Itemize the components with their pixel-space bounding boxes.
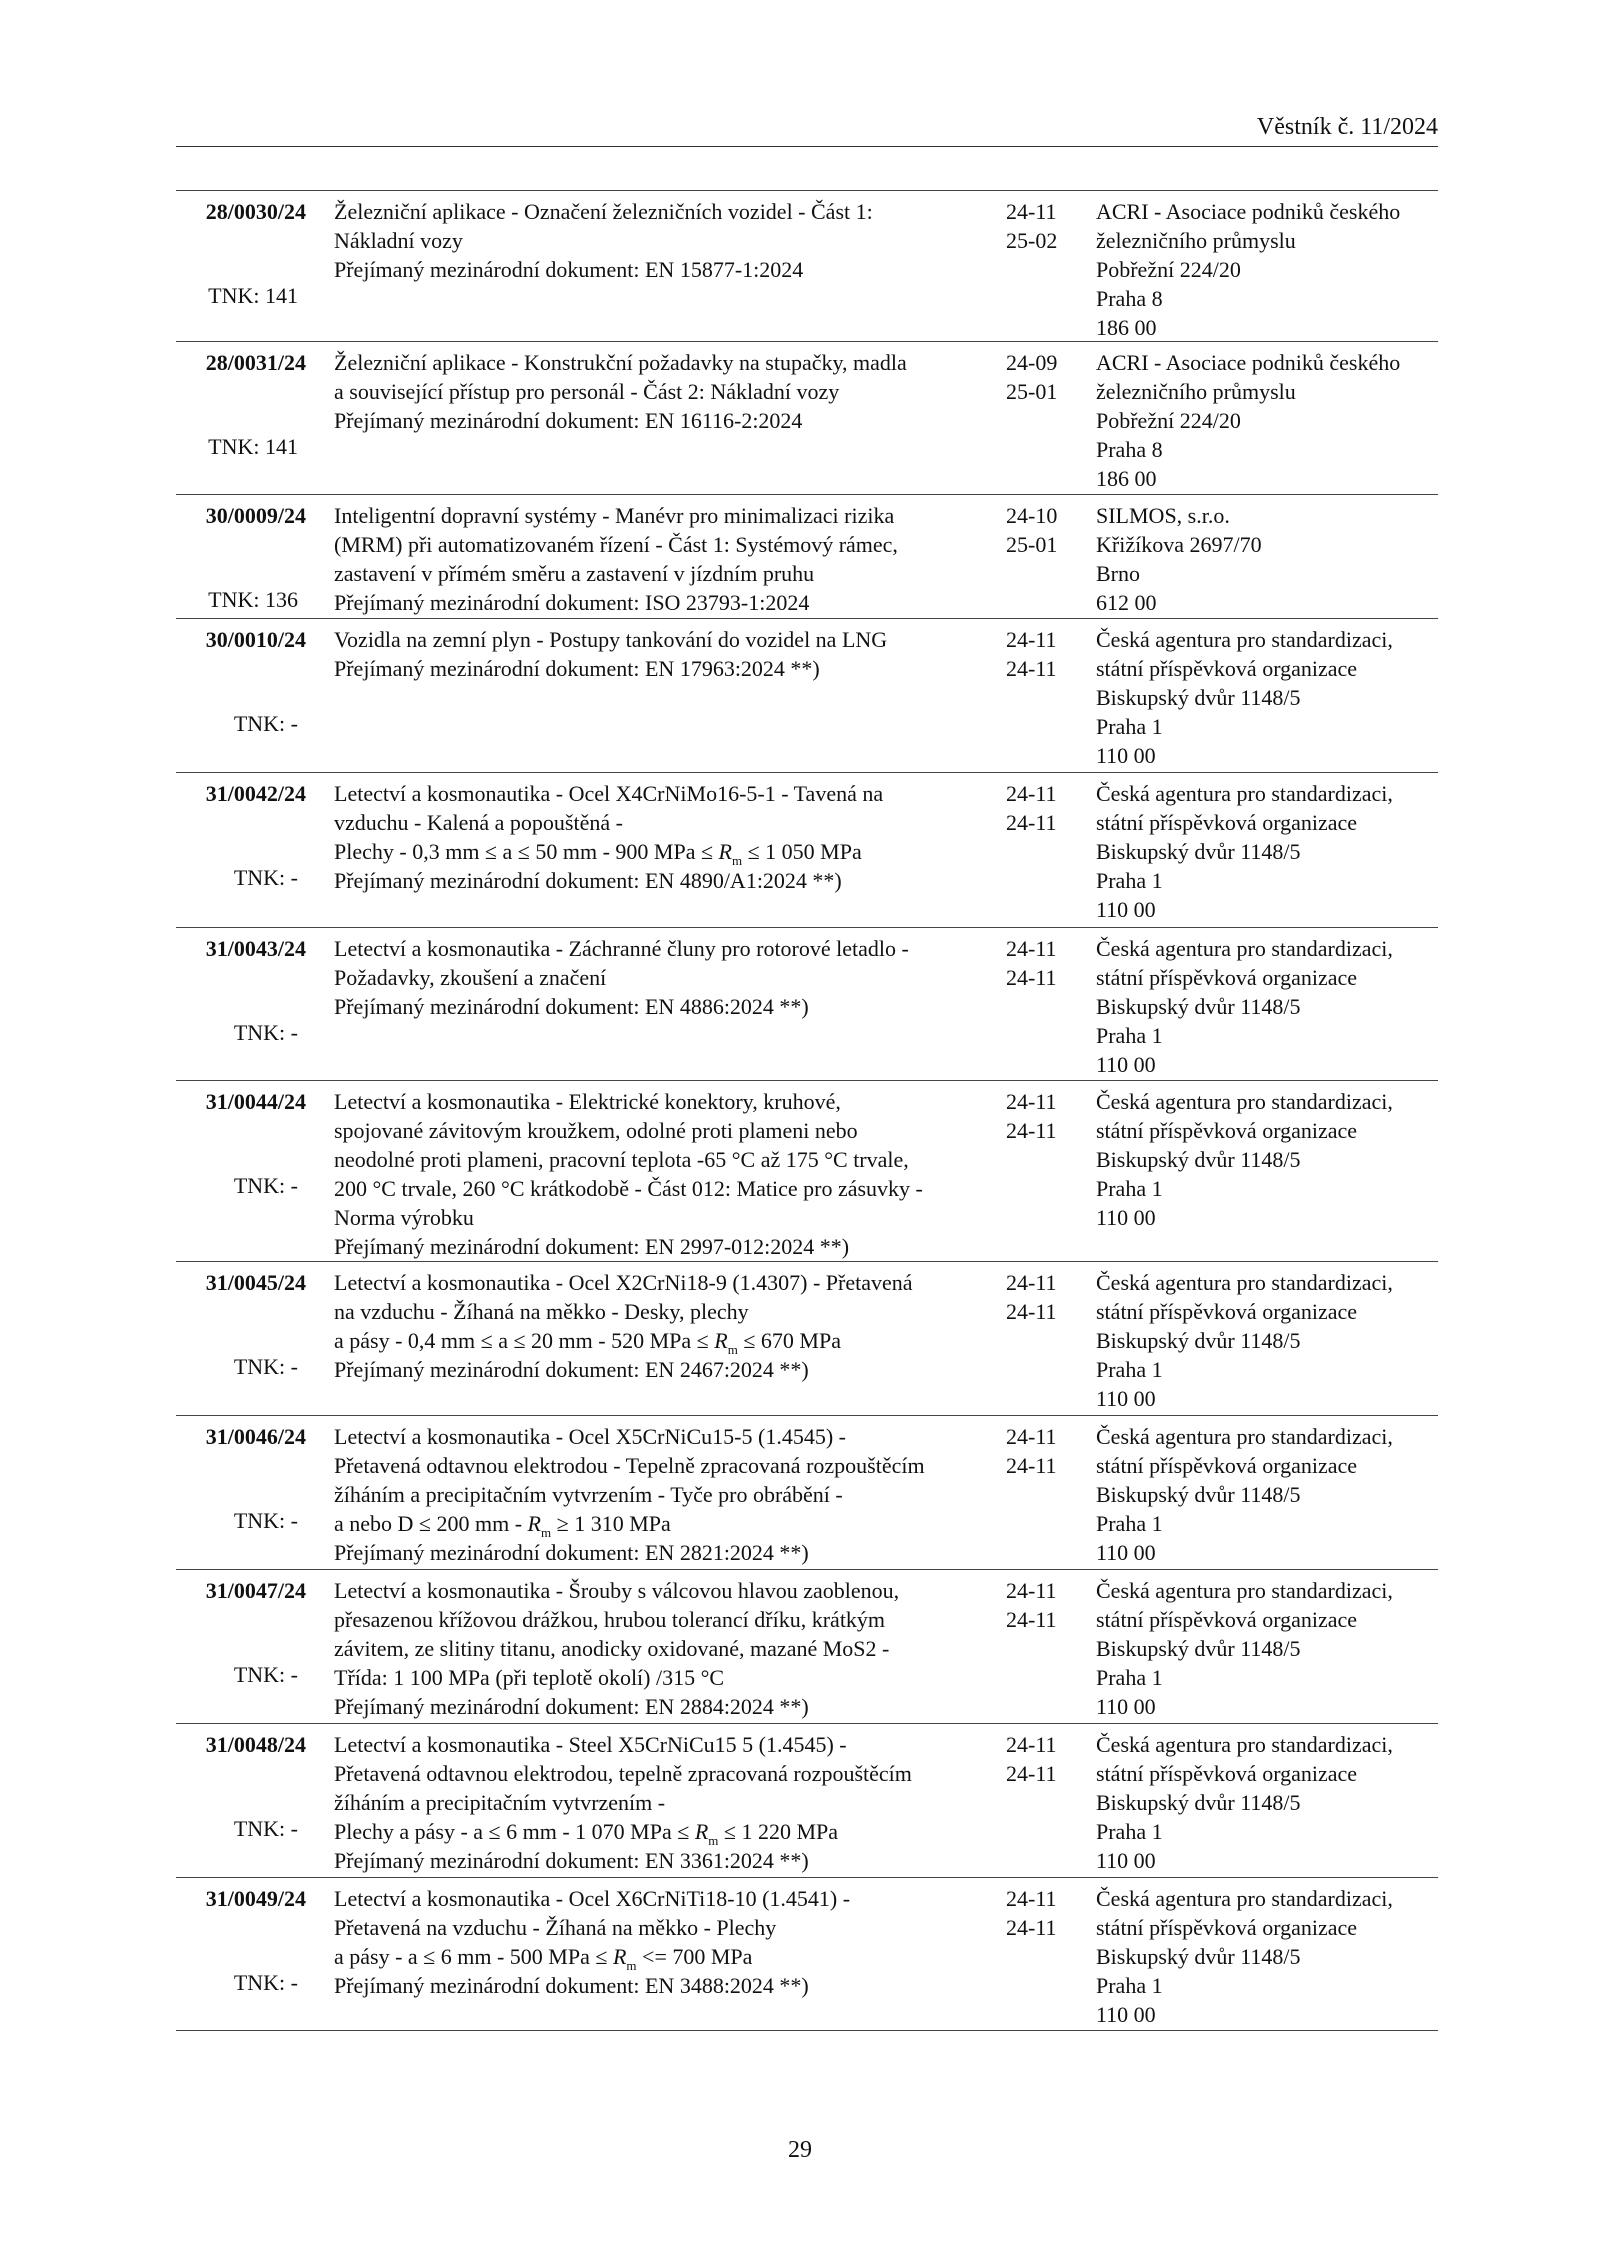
entry-dates: [1006, 197, 1066, 255]
standard-entry: [176, 1261, 1438, 1415]
title-line: neodolné proti plameni, pracovní teplota -65 °C až 175 °C trvale,: [334, 1147, 909, 1172]
title-line: přesazenou křížovou drážkou, hrubou tolerancí dříku, krátkým: [334, 1607, 886, 1632]
title-line: Letectví a kosmonautika - Elektrické konektory, kruhové,: [334, 1089, 841, 1114]
title-line: žíháním a precipitačním vytvrzením - Tyče pro obrábění -: [334, 1482, 843, 1507]
title-line: Letectví a kosmonautika - Ocel X5CrNiCu15-5 (1.4545) -: [334, 1424, 846, 1449]
standard-entry: [176, 1415, 1438, 1569]
entry-dates: [1006, 934, 1066, 992]
standard-entry: [176, 927, 1438, 1080]
address-line: železničního průmyslu: [1096, 379, 1296, 404]
entry-title: [334, 1576, 996, 1721]
header-divider: [176, 146, 1438, 147]
standards-list: [176, 190, 1438, 2031]
address-line: 110 00: [1096, 743, 1156, 768]
date-value: 24-11: [1006, 1299, 1057, 1324]
title-line: žíháním a precipitačním vytvrzením -: [334, 1790, 666, 1815]
address-line: Praha 1: [1096, 1819, 1163, 1844]
standard-entry: [176, 190, 1438, 341]
address-line: Praha 1: [1096, 1357, 1163, 1382]
title-line: Letectví a kosmonautika - Záchranné čluny pro rotorové letadlo -: [334, 936, 909, 961]
standard-entry: [176, 772, 1438, 927]
address-line: Pobřežní 224/20: [1096, 408, 1241, 433]
date-value: 24-11: [1006, 936, 1057, 961]
date-value: 24-11: [1006, 1270, 1057, 1295]
entry-address: [1096, 1576, 1438, 1721]
entry-number: 30/0009/24: [205, 503, 306, 528]
title-line: Přejímaný mezinárodní dokument: EN 2997-012:2024 **): [334, 1234, 850, 1259]
date-value: 24-11: [1006, 1761, 1057, 1786]
title-line: Letectví a kosmonautika - Ocel X6CrNiTi18-10 (1.4541) -: [334, 1886, 851, 1911]
address-line: Biskupský dvůr 1148/5: [1096, 1944, 1301, 1969]
address-line: Praha 1: [1096, 1511, 1163, 1536]
entry-address: [1096, 625, 1438, 770]
entry-tnk: TNK: 141: [208, 283, 298, 308]
address-line: Brno: [1096, 561, 1140, 586]
entry-dates: [1006, 1730, 1066, 1788]
address-line: státní příspěvková organizace: [1096, 1118, 1358, 1143]
entry-title: [334, 934, 996, 1021]
address-line: Česká agentura pro standardizaci,: [1096, 1424, 1393, 1449]
title-line: Přejímaný mezinárodní dokument: EN 2467:2024 **): [334, 1357, 809, 1382]
standard-entry: [176, 1877, 1438, 2031]
title-line: Přejímaný mezinárodní dokument: EN 2884:2024 **): [334, 1694, 809, 1719]
address-line: ACRI - Asociace podniků českého: [1096, 350, 1401, 375]
entry-tnk: TNK: -: [233, 1173, 298, 1198]
title-line: Přetavená odtavnou elektrodou - Tepelně zpracovaná rozpouštěcím: [334, 1453, 925, 1478]
standard-entry: [176, 618, 1438, 772]
title-line: Letectví a kosmonautika - Ocel X2CrNi18-9 (1.4307) - Přetavená: [334, 1270, 913, 1295]
entry-title: [334, 1730, 996, 1875]
entry-number: 28/0030/24: [205, 199, 306, 224]
standard-entry: [176, 1080, 1438, 1261]
title-line: a pásy - 0,4 mm ≤ a ≤ 20 mm - 520 MPa ≤ $R_m \le 670$ MPa: [334, 1328, 841, 1357]
title-line: a související přístup pro personál - Část 2: Nákladní vozy: [334, 379, 840, 404]
title-line: Nákladní vozy: [334, 228, 463, 253]
entry-dates: [1006, 501, 1066, 559]
address-line: 110 00: [1096, 1205, 1156, 1230]
entry-address: [1096, 197, 1438, 342]
address-line: Biskupský dvůr 1148/5: [1096, 994, 1301, 1019]
title-line: Železniční aplikace - Konstrukční požadavky na stupačky, madla: [334, 350, 907, 375]
address-line: Pobřežní 224/20: [1096, 257, 1241, 282]
address-line: Praha 1: [1096, 1973, 1163, 1998]
standard-entry: [176, 1569, 1438, 1723]
entry-title: [334, 625, 996, 683]
address-line: Česká agentura pro standardizaci,: [1096, 781, 1393, 806]
entry-address: [1096, 779, 1438, 924]
entry-address: [1096, 1884, 1438, 2029]
address-line: Biskupský dvůr 1148/5: [1096, 1482, 1301, 1507]
title-line: Přejímaný mezinárodní dokument: EN 3361:2024 **): [334, 1848, 809, 1873]
date-value: 24-11: [1006, 965, 1057, 990]
title-line: a nebo D ≤ 200 mm - $R_m \ge 1$ 310 MPa: [334, 1511, 671, 1540]
address-line: Česká agentura pro standardizaci,: [1096, 936, 1393, 961]
title-line: Třída: 1 100 MPa (při teplotě okolí) /315 °C: [334, 1665, 725, 1690]
date-value: 24-11: [1006, 1118, 1057, 1143]
entry-number: 31/0046/24: [205, 1424, 306, 1449]
date-value: 24-09: [1006, 350, 1058, 375]
address-line: Česká agentura pro standardizaci,: [1096, 1578, 1393, 1603]
date-value: 25-01: [1006, 532, 1058, 557]
address-line: 110 00: [1096, 1848, 1156, 1873]
entry-number: 31/0043/24: [205, 936, 306, 961]
address-line: 110 00: [1096, 897, 1156, 922]
entry-number: 31/0045/24: [205, 1270, 306, 1295]
entry-dates: [1006, 1422, 1066, 1480]
entry-title: [334, 348, 996, 435]
entry-tnk: TNK: -: [233, 1816, 298, 1841]
address-line: Česká agentura pro standardizaci,: [1096, 1886, 1393, 1911]
title-line: Přejímaný mezinárodní dokument: EN 4890/A1:2024 **): [334, 868, 842, 893]
title-line: Přejímaný mezinárodní dokument: EN 15877-1:2024: [334, 257, 804, 282]
entry-title: [334, 1422, 996, 1567]
address-line: Biskupský dvůr 1148/5: [1096, 685, 1301, 710]
entry-tnk: TNK: -: [233, 865, 298, 890]
date-value: 24-11: [1006, 1915, 1057, 1940]
entry-address: [1096, 934, 1438, 1079]
date-value: 24-11: [1006, 199, 1057, 224]
entry-tnk: TNK: -: [233, 711, 298, 736]
address-line: 186 00: [1096, 466, 1157, 491]
entry-number: 31/0044/24: [205, 1089, 306, 1114]
address-line: státní příspěvková organizace: [1096, 965, 1358, 990]
date-value: 24-11: [1006, 1089, 1057, 1114]
entry-dates: [1006, 1884, 1066, 1942]
title-line: na vzduchu - Žíhaná na měkko - Desky, plechy: [334, 1299, 749, 1324]
entry-address: [1096, 1268, 1438, 1413]
address-line: státní příspěvková organizace: [1096, 1453, 1358, 1478]
entry-tnk: TNK: 141: [208, 434, 298, 459]
address-line: státní příspěvková organizace: [1096, 1607, 1358, 1632]
entry-number: 31/0048/24: [205, 1732, 306, 1757]
address-line: Biskupský dvůr 1148/5: [1096, 1328, 1301, 1353]
title-line: Přejímaný mezinárodní dokument: EN 3488:2024 **): [334, 1973, 809, 1998]
date-value: 24-11: [1006, 1453, 1057, 1478]
entry-address: [1096, 348, 1438, 493]
title-line: Železniční aplikace - Označení železničních vozidel - Část 1:: [334, 199, 873, 224]
address-line: 110 00: [1096, 2002, 1156, 2027]
title-line: Plechy - 0,3 mm ≤ a ≤ 50 mm - 900 MPa ≤ $R_m \le 1$ 050 MPa: [334, 839, 862, 868]
address-line: Biskupský dvůr 1148/5: [1096, 1147, 1301, 1172]
date-value: 24-11: [1006, 627, 1057, 652]
title-line: Letectví a kosmonautika - Steel X5CrNiCu15 5 (1.4545) -: [334, 1732, 847, 1757]
address-line: státní příspěvková organizace: [1096, 1915, 1358, 1940]
date-value: 25-01: [1006, 379, 1058, 404]
address-line: státní příspěvková organizace: [1096, 1299, 1358, 1324]
entry-dates: [1006, 1087, 1066, 1145]
title-line: Přetavená na vzduchu - Žíhaná na měkko - Plechy: [334, 1915, 777, 1940]
address-line: Praha 8: [1096, 437, 1163, 462]
entry-number: 31/0049/24: [205, 1886, 306, 1911]
address-line: Praha 1: [1096, 1665, 1163, 1690]
address-line: SILMOS, s.r.o.: [1096, 503, 1230, 528]
date-value: 24-11: [1006, 810, 1057, 835]
title-line: (MRM) při automatizovaném řízení - Část 1: Systémový rámec,: [334, 532, 898, 557]
entry-address: [1096, 501, 1438, 617]
title-line: Vozidla na zemní plyn - Postupy tankování do vozidel na LNG: [334, 627, 888, 652]
entry-tnk: TNK: -: [233, 1970, 298, 1995]
title-line: Plechy a pásy - a ≤ 6 mm - 1 070 MPa ≤ $R_m \le 1$ 220 MPa: [334, 1819, 839, 1848]
address-line: Česká agentura pro standardizaci,: [1096, 1732, 1393, 1757]
date-value: 24-11: [1006, 1424, 1057, 1449]
page-number: 29: [788, 2137, 812, 2163]
address-line: Praha 1: [1096, 868, 1163, 893]
entry-tnk: TNK: -: [233, 1354, 298, 1379]
address-line: státní příspěvková organizace: [1096, 656, 1358, 681]
entry-title: [334, 1884, 996, 2000]
title-line: Přejímaný mezinárodní dokument: EN 17963:2024 **): [334, 656, 820, 681]
entry-dates: [1006, 779, 1066, 837]
title-line: vzduchu - Kalená a popouštěná -: [334, 810, 623, 835]
title-line: Požadavky, zkoušení a značení: [334, 965, 607, 990]
title-line: Přetavená odtavnou elektrodou, tepelně zpracovaná rozpouštěcím: [334, 1761, 912, 1786]
title-line: Letectví a kosmonautika - Ocel X4CrNiMo16-5-1 - Tavená na: [334, 781, 884, 806]
date-value: 24-11: [1006, 781, 1057, 806]
title-line: závitem, ze slitiny titanu, anodicky oxidované, mazané MoS2 -: [334, 1636, 890, 1661]
title-line: Přejímaný mezinárodní dokument: ISO 23793-1:2024: [334, 590, 810, 615]
title-line: Inteligentní dopravní systémy - Manévr pro minimalizaci rizika: [334, 503, 895, 528]
address-line: 612 00: [1096, 590, 1157, 615]
entry-title: [334, 197, 996, 284]
title-line: Přejímaný mezinárodní dokument: EN 4886:2024 **): [334, 994, 809, 1019]
address-line: Křižíkova 2697/70: [1096, 532, 1262, 557]
address-line: Biskupský dvůr 1148/5: [1096, 839, 1301, 864]
date-value: 24-11: [1006, 1607, 1057, 1632]
address-line: Praha 1: [1096, 714, 1163, 739]
entry-tnk: TNK: -: [233, 1508, 298, 1533]
date-value: 25-02: [1006, 228, 1058, 253]
address-line: 110 00: [1096, 1694, 1156, 1719]
entry-address: [1096, 1087, 1438, 1232]
address-line: 110 00: [1096, 1540, 1156, 1565]
date-value: 24-11: [1006, 1732, 1057, 1757]
entry-number: 28/0031/24: [205, 350, 306, 375]
date-value: 24-11: [1006, 656, 1057, 681]
address-line: 186 00: [1096, 315, 1157, 340]
entry-address: [1096, 1730, 1438, 1875]
address-line: 110 00: [1096, 1386, 1156, 1411]
entry-title: [334, 1268, 996, 1384]
entry-dates: [1006, 1576, 1066, 1634]
address-line: Praha 1: [1096, 1023, 1163, 1048]
address-line: státní příspěvková organizace: [1096, 1761, 1358, 1786]
address-line: Praha 8: [1096, 286, 1163, 311]
title-line: Přejímaný mezinárodní dokument: EN 16116-2:2024: [334, 408, 803, 433]
entry-dates: [1006, 348, 1066, 406]
title-line: spojované závitovým kroužkem, odolné proti plameni nebo: [334, 1118, 858, 1143]
entry-title: [334, 501, 996, 617]
title-line: zastavení v přímém směru a zastavení v jízdním pruhu: [334, 561, 815, 586]
entry-dates: [1006, 625, 1066, 683]
standard-entry: [176, 1723, 1438, 1877]
entry-title: [334, 779, 996, 895]
address-line: železničního průmyslu: [1096, 228, 1296, 253]
address-line: Česká agentura pro standardizaci,: [1096, 627, 1393, 652]
date-value: 24-10: [1006, 503, 1058, 528]
title-line: Letectví a kosmonautika - Šrouby s válcovou hlavou zaoblenou,: [334, 1578, 900, 1603]
address-line: Česká agentura pro standardizaci,: [1096, 1089, 1393, 1114]
address-line: Biskupský dvůr 1148/5: [1096, 1636, 1301, 1661]
standard-entry: [176, 341, 1438, 494]
address-line: 110 00: [1096, 1052, 1156, 1077]
address-line: Česká agentura pro standardizaci,: [1096, 1270, 1393, 1295]
title-line: Přejímaný mezinárodní dokument: EN 2821:2024 **): [334, 1540, 809, 1565]
standard-entry: [176, 494, 1438, 618]
entry-tnk: TNK: -: [233, 1020, 298, 1045]
page-header-title: Věstník č. 11/2024: [1256, 114, 1438, 140]
date-value: 24-11: [1006, 1886, 1057, 1911]
address-line: ACRI - Asociace podniků českého: [1096, 199, 1401, 224]
entry-title: [334, 1087, 996, 1261]
title-line: 200 °C trvale, 260 °C krátkodobě - Část 012: Matice pro zásuvky -: [334, 1176, 923, 1201]
entry-tnk: TNK: 136: [208, 587, 298, 612]
entry-tnk: TNK: -: [233, 1662, 298, 1687]
entry-number: 30/0010/24: [205, 627, 306, 652]
entry-number: 31/0047/24: [205, 1578, 306, 1603]
address-line: Praha 1: [1096, 1176, 1163, 1201]
title-line: a pásy - a ≤ 6 mm - 500 MPa ≤ $R_m <= 700$ MPa: [334, 1944, 753, 1973]
date-value: 24-11: [1006, 1578, 1057, 1603]
entry-address: [1096, 1422, 1438, 1567]
entry-dates: [1006, 1268, 1066, 1326]
entry-number: 31/0042/24: [205, 781, 306, 806]
address-line: Biskupský dvůr 1148/5: [1096, 1790, 1301, 1815]
address-line: státní příspěvková organizace: [1096, 810, 1358, 835]
title-line: Norma výrobku: [334, 1205, 474, 1230]
